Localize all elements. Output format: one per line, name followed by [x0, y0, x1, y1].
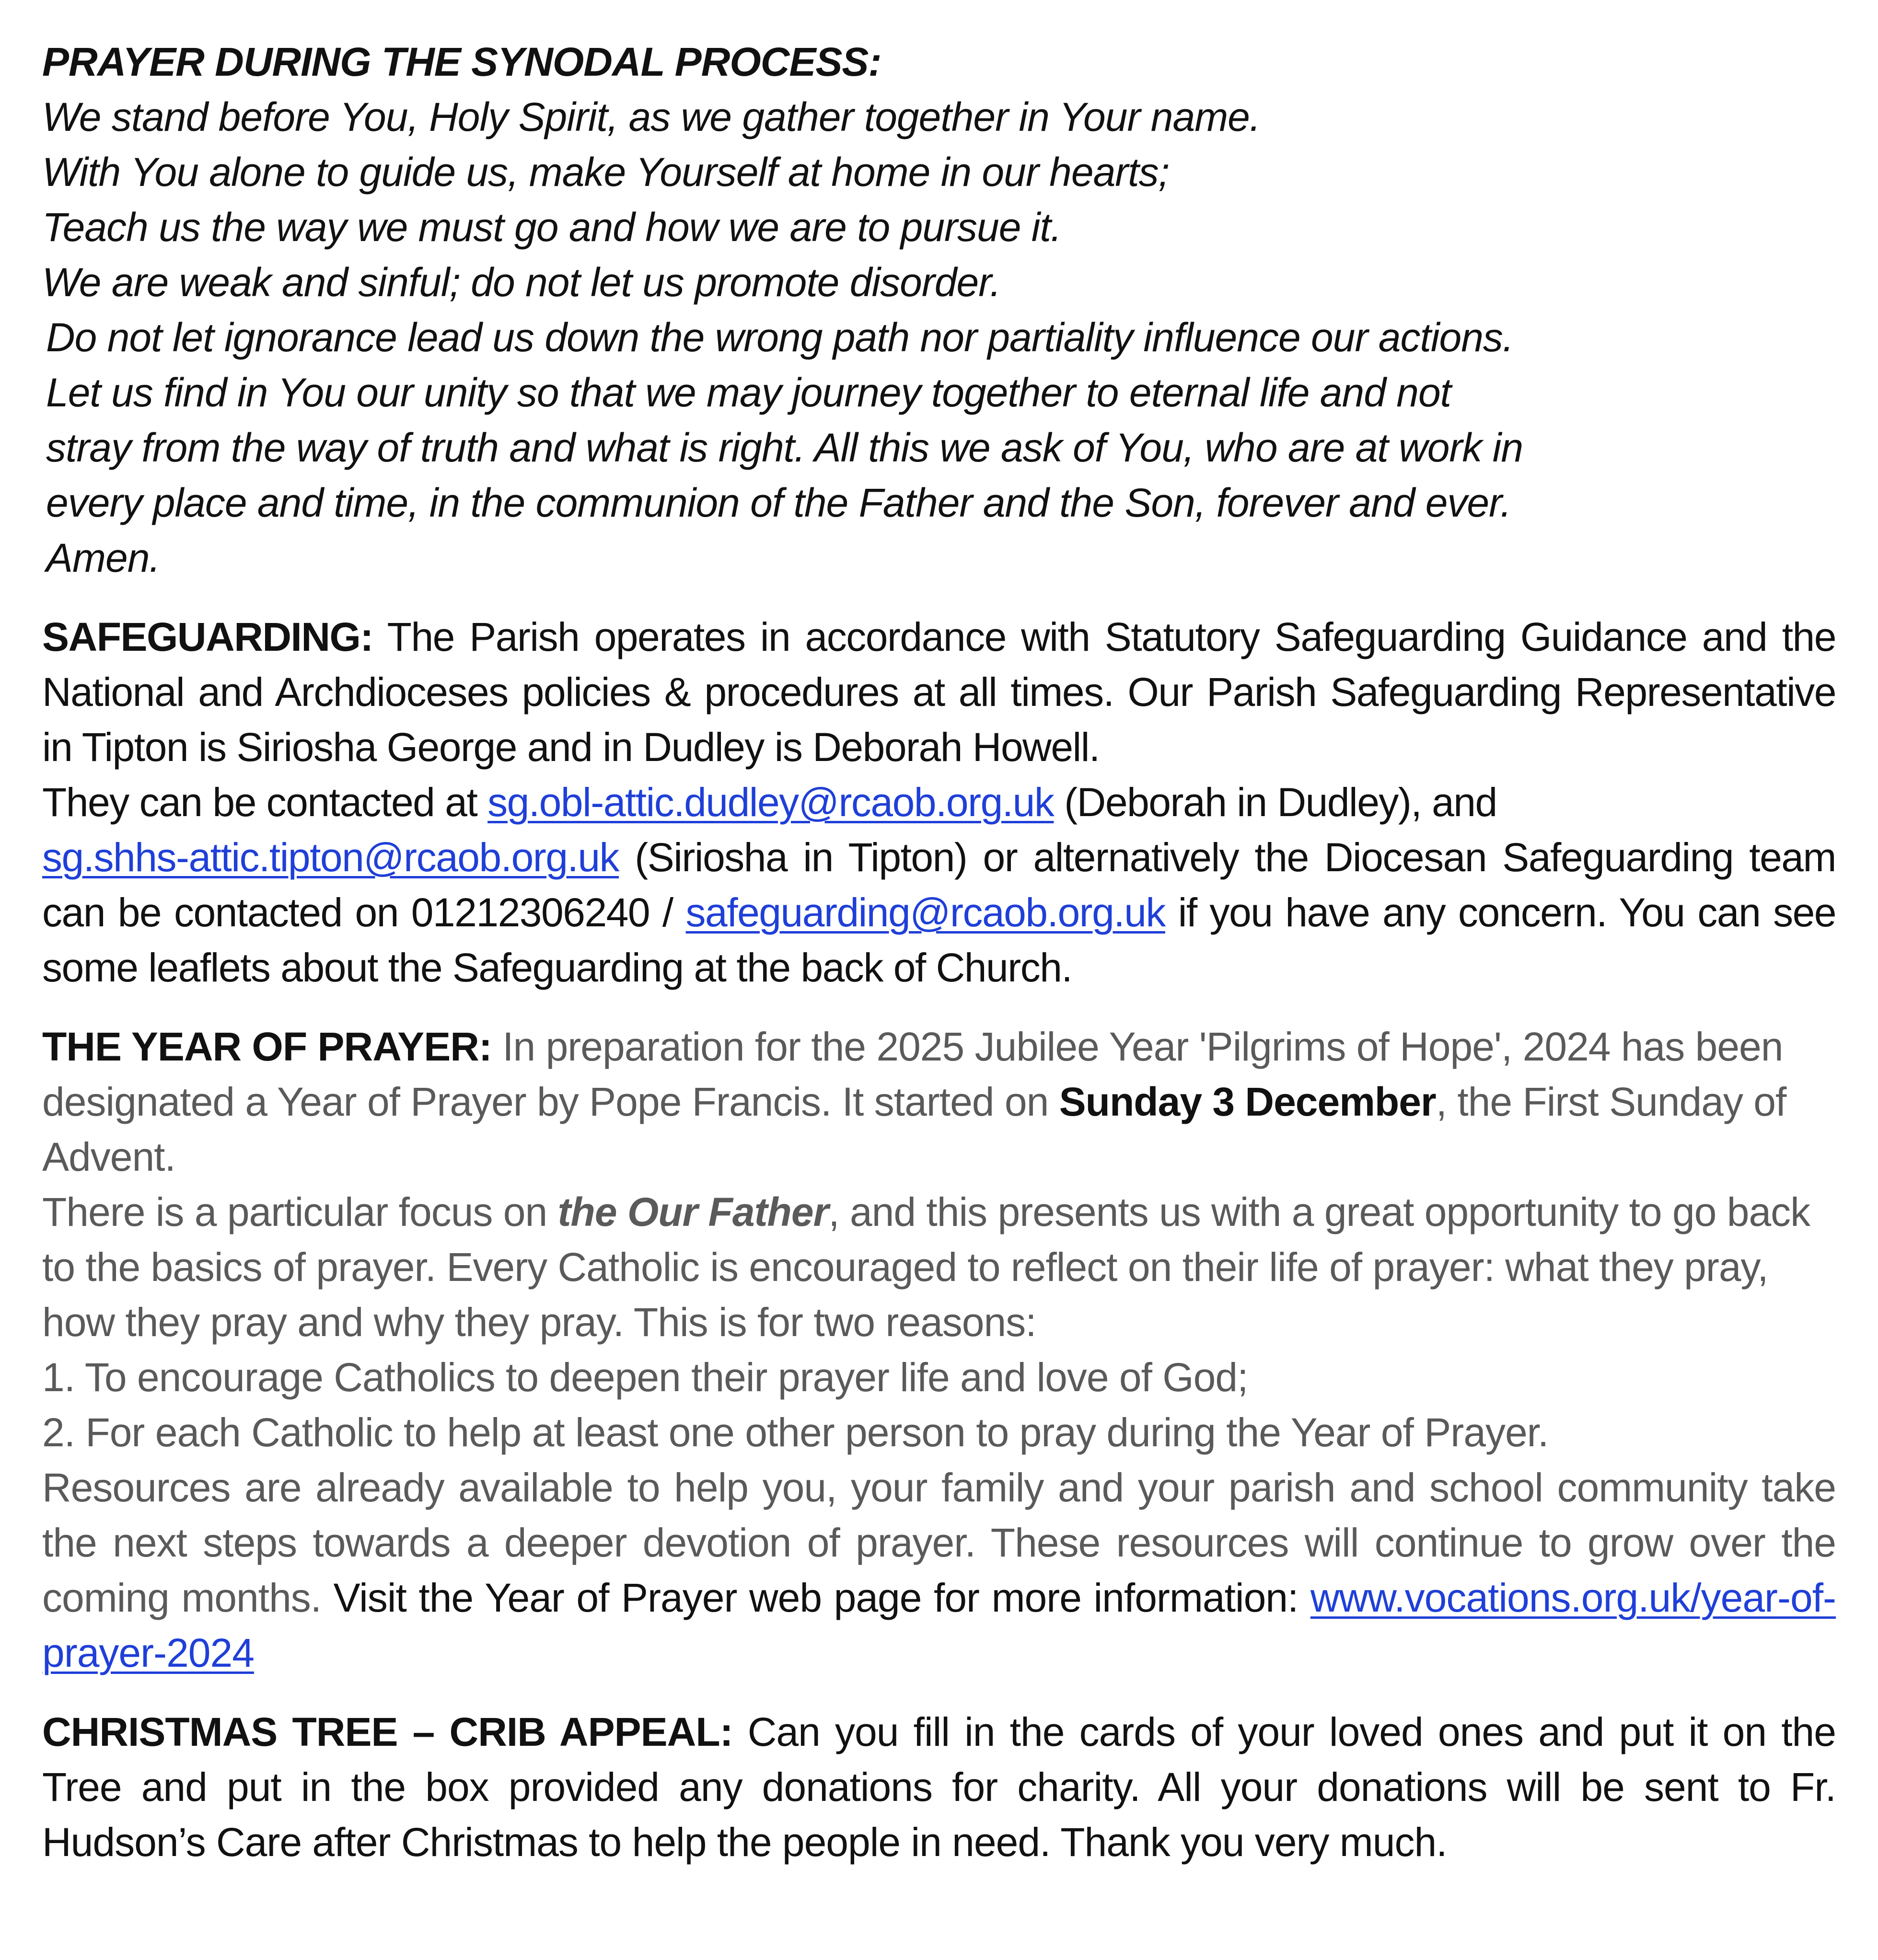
start-date: Sunday 3 December — [1059, 1079, 1436, 1124]
year-of-prayer-line: to the basics of prayer. Every Catholic is encouraged to reflect on their life of prayer: what they pray, — [42, 1245, 1768, 1290]
year-of-prayer-line: Advent. — [42, 1134, 175, 1179]
safeguarding-text: if you have any concern. You can see — [1165, 890, 1836, 935]
year-of-prayer-line: how they pray and why they pray. This is for two reasons: — [42, 1300, 1036, 1345]
prayer-line: Amen. — [46, 535, 160, 580]
prayer-line: Do not let ignorance lead us down the wrong path nor partiality influence our actions. — [46, 315, 1514, 360]
prayer-heading: PRAYER DURING THE SYNODAL PROCESS: — [42, 39, 881, 84]
prayer-section — [42, 35, 1836, 586]
year-of-prayer-line — [42, 1626, 1836, 1681]
year-of-prayer-text: , and this presents us with a great opportunity to go back — [828, 1189, 1810, 1234]
email-link-dudley[interactable]: sg.obl-attic.dudley@rcaob.org.uk — [487, 780, 1054, 825]
year-of-prayer-text: In preparation for the 2025 Jubilee Year 'Pilgrims of Hope', 2024 has been — [491, 1024, 1783, 1069]
prayer-line: We stand before You, Holy Spirit, as we gather together in Your name. — [42, 94, 1261, 139]
safeguarding-line: National and Archdioceses policies & procedures at all times. Our Parish Safeguarding Representative — [42, 669, 1836, 715]
prayer-line: With You alone to guide us, make Yourself at home in our hearts; — [42, 150, 1169, 195]
year-of-prayer-text: Visit the Year of Prayer web page for more information: — [321, 1575, 1310, 1620]
year-of-prayer-line — [42, 1185, 1836, 1240]
christmas-line: Tree and put in the box provided any donations for charity. All your donations will be sent to Fr. — [42, 1764, 1836, 1810]
safeguarding-text: can be contacted on 01212306240 / — [42, 890, 686, 935]
safeguarding-heading: SAFEGUARDING: — [42, 614, 373, 659]
year-of-prayer-text: , the First Sunday of — [1436, 1079, 1786, 1124]
prayer-line: Let us find in You our unity so that we may journey together to eternal life and not — [46, 370, 1451, 415]
year-of-prayer-line: Resources are already available to help you, your family and your parish and school community take — [42, 1465, 1836, 1510]
year-of-prayer-line — [42, 1570, 1836, 1626]
safeguarding-text: The Parish operates in accordance with Statutory Safeguarding Guidance and the — [372, 614, 1836, 659]
year-of-prayer-text: coming months. — [42, 1575, 322, 1620]
christmas-text: Can you fill in the cards of your loved ones and put it on the — [732, 1709, 1836, 1754]
prayer-line: We are weak and sinful; do not let us promote disorder. — [42, 260, 1001, 305]
year-of-prayer-link[interactable]: www.vocations.org.uk/year-of- — [1310, 1575, 1836, 1620]
safeguarding-line: in Tipton is Siriosha George and in Dudley is Deborah Howell. — [42, 725, 1100, 770]
safeguarding-line: some leaflets about the Safeguarding at the back of Church. — [42, 945, 1072, 990]
year-of-prayer-line: the next steps towards a deeper devotion of prayer. These resources will continue to grow over the — [42, 1520, 1836, 1565]
safeguarding-line — [42, 885, 1836, 940]
year-of-prayer-line: 1. To encourage Catholics to deepen their prayer life and love of God; — [42, 1355, 1248, 1400]
safeguarding-line — [42, 775, 1836, 830]
year-of-prayer-line — [42, 1019, 1836, 1074]
christmas-line — [42, 1705, 1836, 1760]
safeguarding-text: They can be contacted at — [42, 780, 488, 825]
christmas-heading: CHRISTMAS TREE – CRIB APPEAL: — [42, 1709, 733, 1754]
prayer-line: Teach us the way we must go and how we are to pursue it. — [42, 205, 1062, 250]
prayer-line: stray from the way of truth and what is right. All this we ask of You, who are at work in — [46, 425, 1523, 470]
year-of-prayer-text: There is a particular focus on — [42, 1189, 558, 1234]
year-of-prayer-section — [42, 1019, 1836, 1681]
christmas-appeal-section — [42, 1705, 1836, 1870]
email-link-tipton[interactable]: sg.shhs-attic.tipton@rcaob.org.uk — [42, 835, 619, 880]
christmas-line: Hudson’s Care after Christmas to help the people in need. Thank you very much. — [42, 1820, 1447, 1865]
year-of-prayer-line — [42, 1074, 1836, 1130]
safeguarding-section — [42, 610, 1836, 995]
our-father-emphasis: the Our Father — [557, 1189, 829, 1234]
year-of-prayer-link-continued[interactable]: prayer-2024 — [42, 1630, 254, 1675]
safeguarding-text: (Deborah in Dudley), and — [1054, 780, 1497, 825]
year-of-prayer-text: designated a Year of Prayer by Pope Francis. It started on — [42, 1079, 1059, 1124]
prayer-line: every place and time, in the communion of the Father and the Son, forever and ever. — [46, 480, 1511, 525]
email-link-safeguarding[interactable]: safeguarding@rcaob.org.uk — [685, 890, 1165, 935]
year-of-prayer-line: 2. For each Catholic to help at least one other person to pray during the Year of Prayer. — [42, 1410, 1549, 1455]
safeguarding-line — [42, 610, 1836, 665]
year-of-prayer-heading: THE YEAR OF PRAYER: — [42, 1024, 492, 1069]
safeguarding-line — [42, 830, 1836, 885]
safeguarding-text: (Siriosha in Tipton) or alternatively the Diocesan Safeguarding team — [619, 835, 1836, 880]
